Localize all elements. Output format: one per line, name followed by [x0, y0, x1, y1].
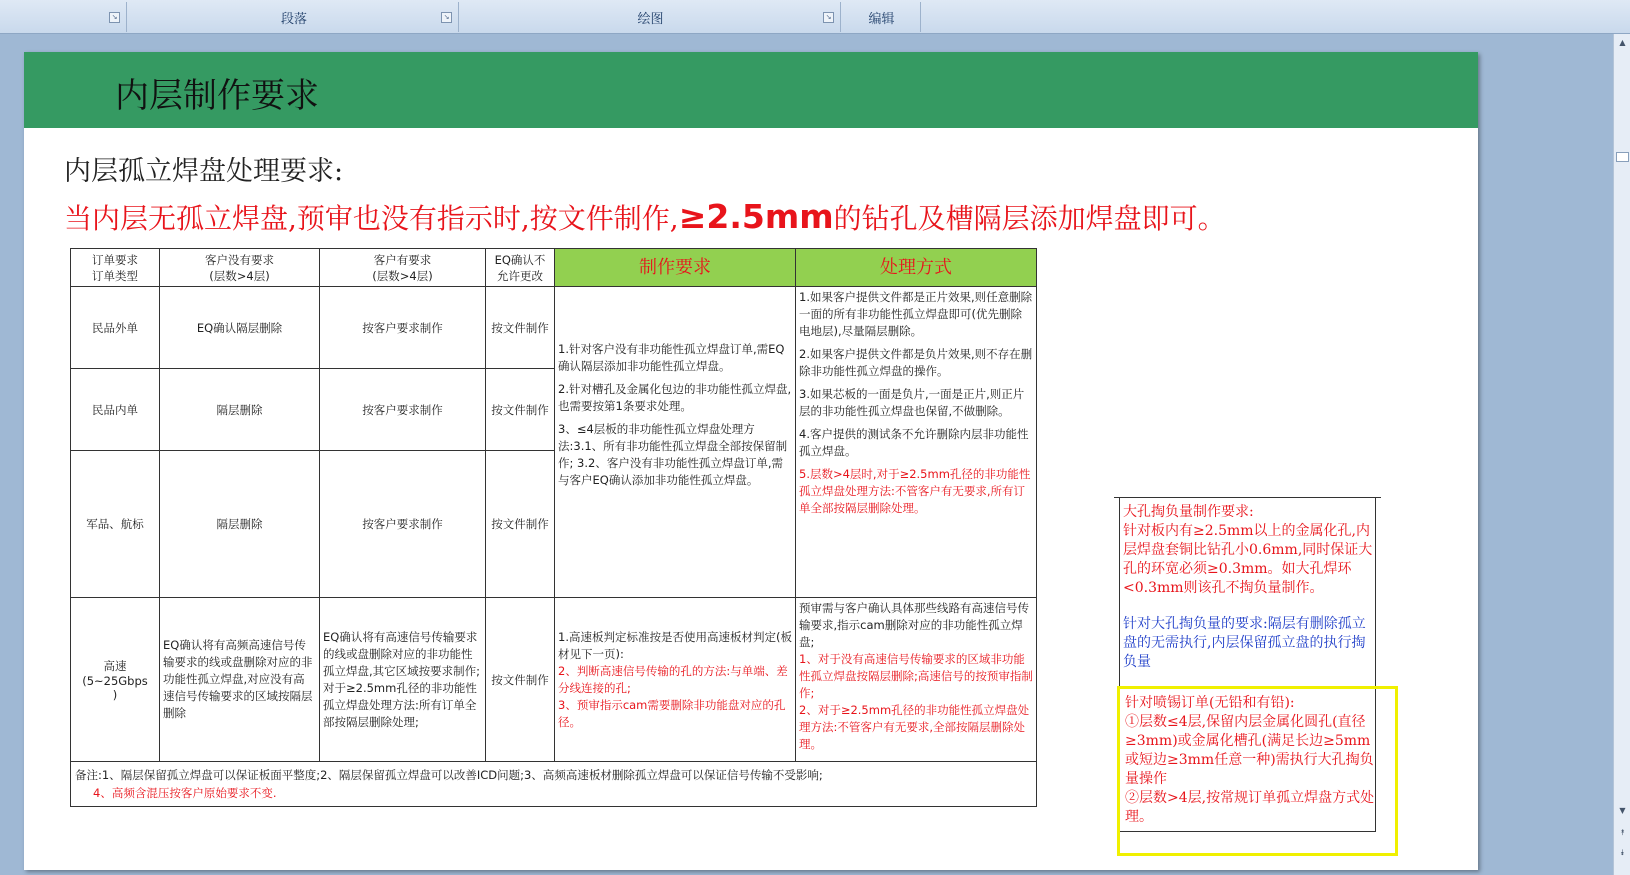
hs-make-2: 2、判断高速信号传输的孔的方法:与单端、差分线连接的孔; [558, 663, 788, 695]
header-has-requirement: 客户有要求 (层数>4层) [320, 249, 486, 287]
hs-make-3: 3、预审指示cam需要删除非功能盘对应的孔径。 [558, 697, 786, 729]
ribbon-group-editing [843, 2, 921, 32]
annotation-top-rule [1114, 497, 1381, 498]
make-requirement-cell [555, 598, 796, 762]
hs-make-1: 1.高速板判定标准按是否使用高速板材判定(板材见下一页): [558, 629, 792, 661]
order-type-cell: 民品外单 [71, 287, 160, 369]
scroll-thumb[interactable] [1616, 152, 1629, 162]
header-make-requirement: 制作要求 [555, 249, 796, 287]
slide-title[interactable]: 内层制作要求 [115, 76, 319, 116]
note-line-2: 4、高频含混压按客户原始要求不变. [93, 786, 277, 800]
process-p3: 3.如果芯板的一面是负片,一面是正片,则正片层的非功能性孤立焊盘也保留,不做删除。 [799, 387, 1025, 418]
ribbon-group-strip [0, 0, 1630, 34]
highlight-suffix: 的钻孔及槽隔层添加焊盘即可。 [833, 202, 1226, 235]
process-method-cell [796, 598, 1037, 762]
annotation-b3-p1: ①层数≤4层,保留内层金属化圆孔(直径≥3mm)或金属化槽孔(满足长边≥5mm或短边≥3mm任意一种)需执行大孔掏负量操作 [1125, 714, 1374, 787]
no-requirement-cell: EQ确认将有高频高速信号传输要求的线或盘删除对应的非功能性孤立焊盘,对应没有高速信号传输要求的区域按隔层删除 [160, 598, 320, 762]
no-requirement-cell: EQ确认隔层删除 [160, 287, 320, 369]
order-type-cell: 民品内单 [71, 369, 160, 451]
annotation-b3-p2: ②层数>4层,按常规订单孤立焊盘方式处理。 [1125, 790, 1375, 825]
ribbon-group-label: 绘图 [637, 12, 664, 27]
process-method-cell [796, 287, 1037, 598]
annotation-b1-text: 针对板内有≥2.5mm以上的金属化孔,内层焊盘套铜比钻孔小0.6mm,同时保证大孔的环宽必须≥0.3mm。如大孔焊环<0.3mm则该孔不掏负量制作。 [1123, 523, 1373, 596]
make-req-p3: 3、≤4层板的非功能性孤立焊盘处理方法:3.1、所有非功能性孤立焊盘全部按保留制作; 3.2、客户没有非功能性孤立焊盘订单,需与客户EQ确认添加非功能性孤立焊盘。 [558, 422, 788, 487]
process-p4: 4.客户提供的测试条不允许删除内层非功能性孤立焊盘。 [799, 427, 1029, 458]
slide-subtitle[interactable]: 内层孤立焊盘处理要求: [64, 156, 344, 187]
has-requirement-cell: 按客户要求制作 [320, 287, 486, 369]
ribbon-group-paragraph [130, 2, 459, 32]
highlight-prefix: 当内层无孤立焊盘,预审也没有指示时,按文件制作, [64, 202, 679, 235]
ribbon-group-label: 段落 [280, 12, 307, 27]
header-eq-confirm: EQ确认不 允许更改 [486, 249, 555, 287]
eq-cell: 按文件制作 [486, 369, 555, 451]
annotation-large-hole [1123, 503, 1373, 598]
scroll-up-icon[interactable]: ▲ [1619, 38, 1626, 47]
red-highlight-line[interactable] [64, 197, 1226, 237]
hs-proc-2: 1、对于没有高速信号传输要求的区域非功能性孤立焊盘按隔层删除;高速信号的按预审指制作; [799, 652, 1033, 700]
process-p1: 1.如果客户提供文件都是正片效果,则任意删除一面的所有非功能性孤立焊盘即可(优先删除电地层),尽量隔层删除。 [799, 290, 1033, 338]
header-process-method: 处理方式 [796, 249, 1037, 287]
has-requirement-cell: 按客户要求制作 [320, 451, 486, 598]
has-requirement-cell: 按客户要求制作 [320, 369, 486, 451]
ribbon-group-label: 编辑 [868, 12, 895, 27]
table-note [71, 762, 1037, 807]
no-requirement-cell: 隔层删除 [160, 451, 320, 598]
annotation-b3-title: 针对喷锡订单(无铅和有铅): [1125, 695, 1295, 711]
slide-canvas[interactable] [24, 52, 1478, 870]
eq-cell: 按文件制作 [486, 451, 555, 598]
table-row-high-speed [71, 598, 1037, 762]
eq-cell: 按文件制作 [486, 598, 555, 762]
table-note-row [71, 762, 1037, 807]
header-order-type: 订单要求 订单类型 [71, 249, 160, 287]
title-bar [24, 52, 1478, 128]
process-p2: 2.如果客户提供文件都是负片效果,则不存在删除非功能性孤立焊盘的操作。 [799, 347, 1033, 378]
make-req-p1: 1.针对客户没有非功能性孤立焊盘订单,需EQ确认隔层添加非功能性孤立焊盘。 [558, 342, 785, 373]
has-requirement-cell: EQ确认将有高速信号传输要求的线或盘删除对应的非功能性孤立焊盘,其它区域按要求制作;对于≥2.5mm孔径的非功能性孤立焊盘处理方法:所有订单全部按隔层删除处理; [320, 598, 486, 762]
hs-proc-3: 2、对于≥2.5mm孔径的非功能性孤立焊盘处理方法:不管客户有无要求,全部按隔层删除处理。 [799, 703, 1030, 751]
ribbon-group-font [0, 2, 127, 32]
hs-proc-1: 预审需与客户确认具体那些线路有高速信号传输要求,指示cam删除对应的非功能性孤立焊盘; [799, 601, 1029, 649]
make-req-p2: 2.针对槽孔及金属化包边的非功能性孤立焊盘,也需要按第1条要求处理。 [558, 382, 792, 413]
no-requirement-cell: 隔层删除 [160, 369, 320, 451]
dialog-launcher-icon[interactable]: ↘ [823, 12, 834, 23]
annotation-b1-title: 大孔掏负量制作要求: [1123, 504, 1254, 520]
next-slide-icon[interactable]: ⯯ [1620, 848, 1625, 857]
table-header-row [71, 249, 1037, 287]
ribbon-group-drawing [461, 2, 841, 32]
order-type-cell: 高速 (5~25Gbps ) [71, 598, 160, 762]
order-type-cell: 军品、航标 [71, 451, 160, 598]
dialog-launcher-icon[interactable]: ↘ [109, 12, 120, 23]
process-p5: 5.层数>4层时,对于≥2.5mm孔径的非功能性孤立焊盘处理方法:不管客户有无要求,所有订单全部按隔层删除处理。 [799, 467, 1031, 515]
make-requirement-cell [555, 287, 796, 598]
header-no-requirement: 客户没有要求 (层数>4层) [160, 249, 320, 287]
yellow-highlight-box [1117, 686, 1398, 856]
previous-slide-icon[interactable]: ⯭ [1620, 828, 1625, 837]
table-row [71, 287, 1037, 369]
highlight-size: ≥2.5mm [678, 197, 834, 236]
vertical-scrollbar[interactable] [1613, 34, 1630, 875]
note-line-1: 备注:1、隔层保留孤立焊盘可以保证板面平整度;2、隔层保留孤立焊盘可以改善ICD问题;3、高频高速板材删除孤立焊盘可以保证信号传输不受影响; [75, 768, 823, 782]
dialog-launcher-icon[interactable]: ↘ [441, 12, 452, 23]
annotation-b2-text: 针对大孔掏负量的要求:隔层有删除孤立盘的无需执行,内层保留孤立盘的执行掏负量 [1123, 616, 1366, 670]
eq-cell: 按文件制作 [486, 287, 555, 369]
scroll-down-icon[interactable]: ▼ [1619, 806, 1626, 815]
requirements-table[interactable] [70, 248, 1037, 807]
